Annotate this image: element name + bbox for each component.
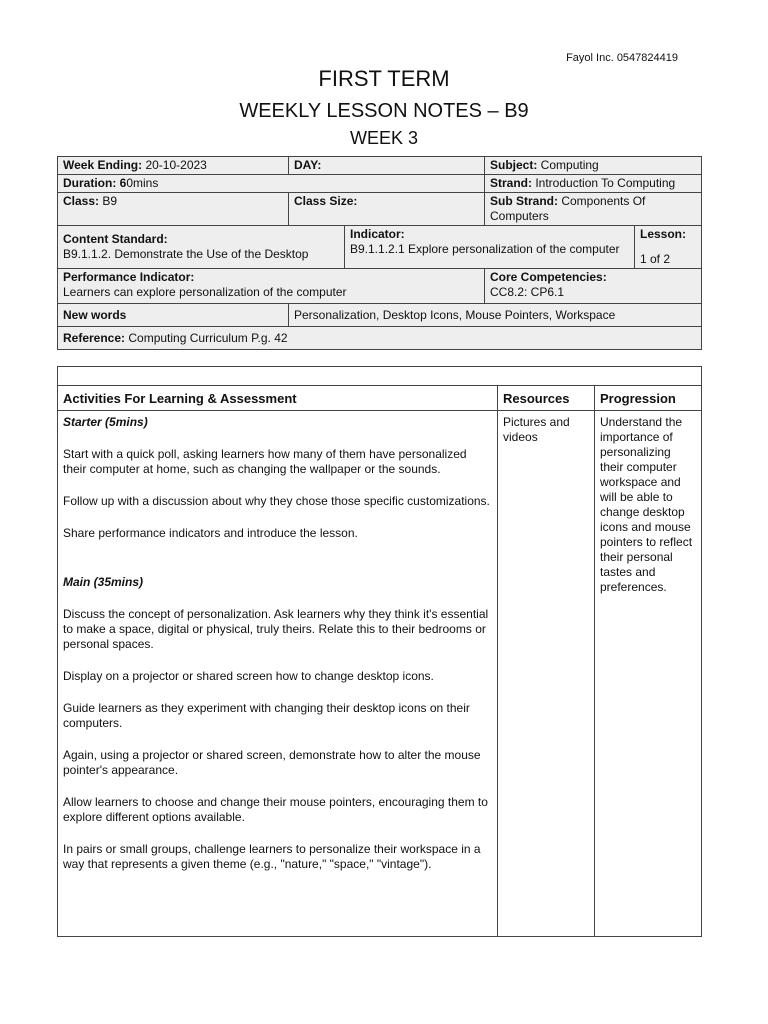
day-cell: DAY: <box>289 157 485 175</box>
week-row <box>58 157 702 175</box>
reference-row <box>58 327 702 350</box>
standard-row <box>58 226 702 269</box>
class-cell: Class: B9 <box>58 193 289 226</box>
main-para: Guide learners as they experiment with changing their desktop icons on their computers. <box>63 701 470 730</box>
week-ending-cell: Week Ending: 20-10-2023 <box>58 157 289 175</box>
starter-para: Share performance indicators and introduce the lesson. <box>63 526 358 540</box>
new-words-label-cell: New words <box>58 304 289 327</box>
lesson-info-table <box>57 156 702 350</box>
activities-table <box>57 366 702 937</box>
week-title: WEEK 3 <box>349 128 419 148</box>
duration-row <box>58 175 702 193</box>
strand-cell: Strand: Introduction To Computing <box>485 175 702 193</box>
resources-header: Resources <box>498 386 595 411</box>
main-para: Display on a projector or shared screen how to change desktop icons. <box>63 669 434 683</box>
starter-title: Starter (5mins) <box>63 415 148 429</box>
class-row <box>58 193 702 226</box>
performance-row <box>58 269 702 304</box>
new-words-row <box>58 304 702 327</box>
progression-cell: Understand the importance of personalizing their computer workspace and will be able to change desktop icons and mouse pointers to reflect their personal tastes and preferences. <box>595 411 702 937</box>
starter-para: Follow up with a discussion about why they chose those specific customizations. <box>63 494 490 508</box>
indicator-cell: Indicator: B9.1.1.2.1 Explore personalization of the computer <box>345 226 635 269</box>
main-para: Again, using a projector or shared screen, demonstrate how to alter the mouse pointer's appearance. <box>63 748 481 777</box>
new-words-value-cell: Personalization, Desktop Icons, Mouse Pointers, Workspace <box>289 304 702 327</box>
duration-cell: Duration: 60mins <box>58 175 485 193</box>
lesson-cell: Lesson: 1 of 2 <box>635 226 702 269</box>
term-title: FIRST TERM <box>318 66 450 91</box>
contact-header: Fayol Inc. 0547824419 <box>566 52 678 64</box>
subject-cell: Subject: Computing <box>485 157 702 175</box>
activities-cell <box>58 411 498 937</box>
main-para: Allow learners to choose and change their mouse pointers, encouraging them to explore different options available. <box>63 795 488 824</box>
main-para: Discuss the concept of personalization. Ask learners why they think it's essential to make a space, digital or physical, truly theirs. Relate this to their bedrooms or personal spaces. <box>63 607 489 651</box>
main-para: In pairs or small groups, challenge learners to personalize their workspace in a way that represents a given theme (e.g., "nature," "space," "vintage"). <box>63 842 481 871</box>
activities-body-row <box>58 411 702 937</box>
resources-cell: Pictures and videos <box>498 411 595 937</box>
performance-indicator-cell: Performance Indicator: Learners can explore personalization of the computer <box>58 269 485 304</box>
activities-header: Activities For Learning & Assessment <box>58 386 498 411</box>
spacer-row <box>58 367 702 386</box>
progression-header: Progression <box>595 386 702 411</box>
reference-cell: Reference: Computing Curriculum P.g. 42 <box>58 327 702 350</box>
class-size-cell: Class Size: <box>289 193 485 226</box>
sub-strand-cell: Sub Strand: Components Of Computers <box>485 193 702 226</box>
content-standard-cell: Content Standard: B9.1.1.2. Demonstrate the Use of the Desktop <box>58 226 345 269</box>
starter-para: Start with a quick poll, asking learners how many of them have personalized their computer at home, such as changing the wallpaper or the sounds. <box>63 447 467 476</box>
activities-header-row <box>58 386 702 411</box>
lesson-notes-title: WEEKLY LESSON NOTES – B9 <box>239 100 529 122</box>
core-competencies-cell: Core Competencies: CC8.2: CP6.1 <box>485 269 702 304</box>
main-title: Main (35mins) <box>63 575 144 589</box>
